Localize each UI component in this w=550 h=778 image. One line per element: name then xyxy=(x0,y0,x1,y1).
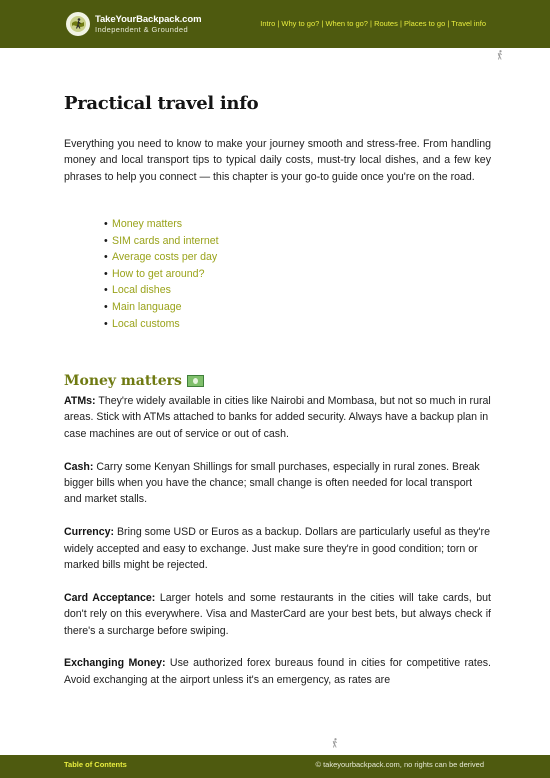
toc-link-main-language[interactable]: Main language xyxy=(112,300,182,313)
copyright-notice: © takeyourbackpack.com, no rights can be derived xyxy=(315,760,484,769)
section-title-text: Money matters xyxy=(64,373,182,389)
table-of-contents-link[interactable]: Table of Contents xyxy=(64,760,127,769)
nav-intro[interactable]: Intro xyxy=(260,19,276,28)
term-label: Exchanging Money: xyxy=(64,657,166,670)
toc-item xyxy=(104,216,219,233)
toc-link-local-customs[interactable]: Local customs xyxy=(112,317,180,330)
toc-item xyxy=(104,233,219,250)
toc-item xyxy=(104,316,219,333)
paragraph-text: They're widely available in cities like Nairobi and Mombasa, but not so much in rural areas. Stick with ATMs attached to banks for added security. Always have a backup plan in case machines are out of service or out of cash. xyxy=(64,395,491,440)
section-title xyxy=(64,373,204,389)
money-icon xyxy=(187,375,204,387)
page-title: Practical travel info xyxy=(64,93,259,114)
toc-item xyxy=(104,299,219,316)
term-label: Cash: xyxy=(64,460,94,473)
logo-tagline: Independent & Grounded xyxy=(95,25,189,34)
toc-link-get-around[interactable]: How to get around? xyxy=(112,267,205,280)
nav-routes[interactable]: Routes xyxy=(374,19,398,28)
nav-travel-info[interactable]: Travel info xyxy=(451,19,486,28)
paragraph-text: Use authorized forex bureaus found in cities for competitive rates. Avoid exchanging at the airport unless it's an emergency, as rates are xyxy=(64,657,491,686)
toc-item xyxy=(104,282,219,299)
paragraph-text: Bring some USD or Euros as a backup. Dollars are particularly useful as they're widely accepted and easy to exchange. Just make sure they're in good condition; torn or marked bills might be rejected. xyxy=(64,526,490,572)
nav-when-to-go[interactable]: When to go? xyxy=(325,19,368,28)
toc-link-money-matters[interactable]: Money matters xyxy=(112,218,183,230)
hiker-icon xyxy=(331,738,339,748)
toc-link-sim-cards[interactable]: SIM cards and internet xyxy=(112,234,219,247)
term-label: ATMs: xyxy=(64,395,96,407)
header-bar xyxy=(0,0,550,48)
top-navigation: Intro | Why to go? | When to go? | Routes | Places to go | Travel info xyxy=(260,19,486,28)
toc-item xyxy=(104,266,219,283)
toc-item xyxy=(104,249,219,266)
section-body xyxy=(64,393,491,705)
paragraph-card-acceptance xyxy=(64,590,491,639)
term-label: Card Acceptance: xyxy=(64,591,156,604)
nav-places-to-go[interactable]: Places to go xyxy=(403,19,446,28)
logo-name: TakeYourBackpack.com xyxy=(95,13,202,25)
paragraph-text: Larger hotels and some restaurants in the cities will take cards, but don't rely on this everywhere. Visa and MasterCard are your best bets, but always check if there's a surcharge before swiping. xyxy=(64,591,491,637)
site-logo[interactable] xyxy=(66,12,201,36)
intro-paragraph: Everything you need to know to make your journey smooth and stress-free. From handling money and local transport tips to typical daily costs, must-try local dishes, and a few key phrases to help you connect — this chapter is your go-to guide once you're on the road. xyxy=(64,138,491,183)
term-label: Currency: xyxy=(64,526,115,539)
hiker-icon xyxy=(496,50,504,60)
toc-link-average-costs[interactable]: Average costs per day xyxy=(112,251,218,264)
chapter-toc xyxy=(104,216,219,332)
paragraph-cash xyxy=(64,459,491,508)
nav-why-to-go[interactable]: Why to go? xyxy=(281,19,320,28)
globe-hiker-icon xyxy=(66,12,90,36)
paragraph-exchanging-money xyxy=(64,655,491,688)
toc-link-local-dishes[interactable]: Local dishes xyxy=(112,284,171,297)
footer-bar xyxy=(0,755,550,778)
paragraph-atms xyxy=(64,393,491,442)
paragraph-currency xyxy=(64,524,491,573)
paragraph-text: Carry some Kenyan Shillings for small purchases, especially in rural zones. Break bigger bills when you have the chance; small change is often needed for local transport and market stalls. xyxy=(64,460,480,506)
